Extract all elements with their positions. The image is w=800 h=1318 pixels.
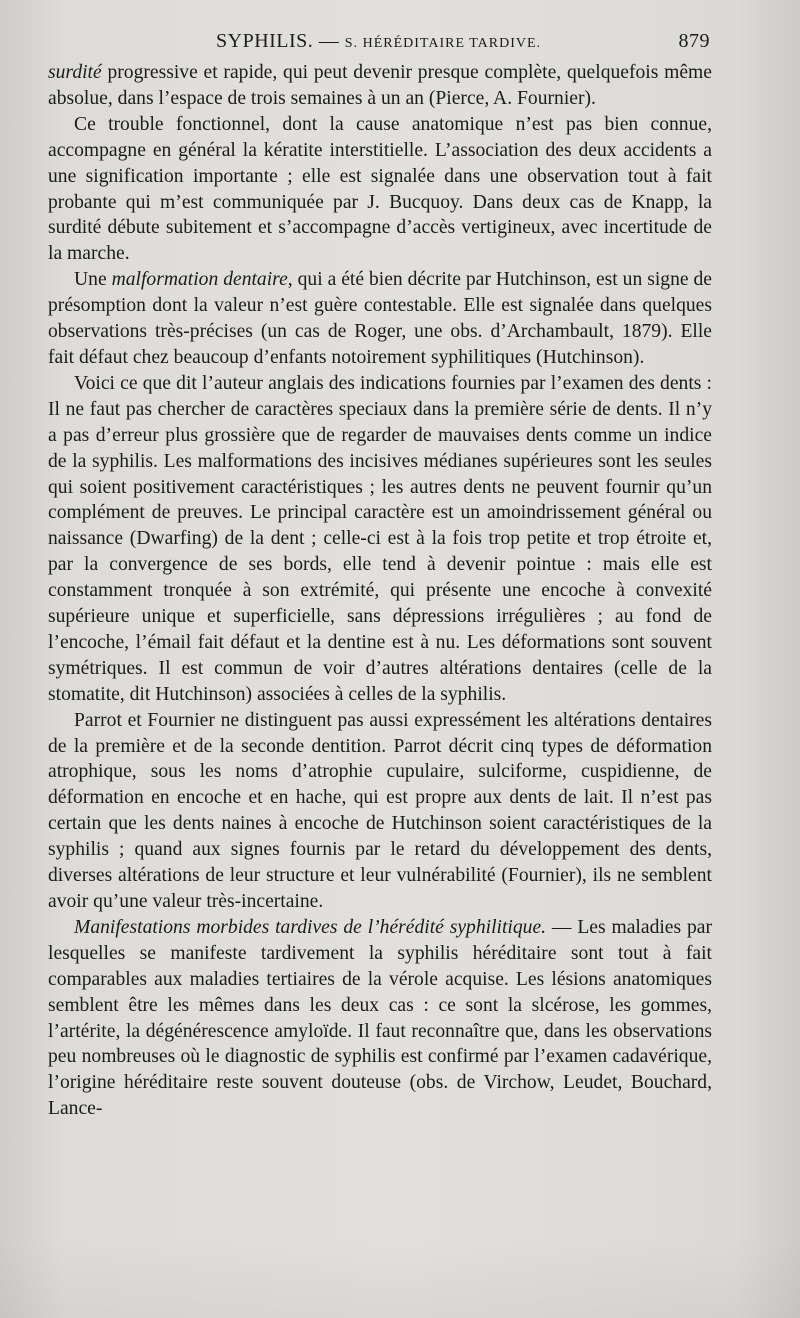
paragraph-5-text: Parrot et Fournier ne distinguent pas aussi expressément les altérations dentaires de la première et de la seconde dentition. Parrot décrit cinq types de déformation atrophique, sous les noms d’atrophie cupulaire, sulciforme, cuspidienne, de déformation en encoche et en hache, qui est propre aux dents de lait. Il n’est pas certain que les dents naines à encoche de Hutchinson soient caractéristiques de la syphilis ; quand aux signes fournis par le retard du développement des dents, diverses altérations de leur structure et leur vulnérabilité (Fournier), ils ne semblent avoir qu’une valeur très-incertaine. <box>48 709 712 912</box>
paragraph-1-italic: surdité <box>48 62 102 83</box>
paragraph-3-text: , qui a été bien décrite par Hutchinson, est un signe de présomption dont la valeur n’est guère contestable. Elle est signalée dans quelques observations très-précises (un cas de Roger, une obs. d’Archambault, 1879). Elle fait défaut chez beaucoup d’enfants notoirement syphilitiques (Hutchinson). <box>48 269 712 368</box>
body-text <box>48 60 712 1122</box>
running-title <box>216 30 541 53</box>
paragraph-2-text: Ce trouble fonctionnel, dont la cause anatomique n’est pas bien connue, accompagne en général la kératite interstitielle. L’association des deux accidents a une signification importante ; elle est signalée dans une observation tout à fait probante qui m’est communiquée par J. Bucquoy. Dans deux cas de Knapp, la surdité débute subitement et s’accompagne d’accès vertigineux, avec incertitude de la marche. <box>48 113 712 265</box>
page-bottom-margin <box>0 1238 800 1318</box>
running-title-section: S. HÉRÉDITAIRE TARDIVE. <box>344 36 542 51</box>
paragraph-5 <box>48 708 712 915</box>
paragraph-4 <box>48 371 712 708</box>
running-title-dash: — <box>313 30 345 52</box>
paragraph-4-text: Voici ce que dit l’auteur anglais des indications fournies par l’examen des dents : Il ne faut pas chercher de caractères speciaux dans la première série de dents. Il n’y a pas d’erreur plus grossière que de regarder de mauvaises dents comme un indice de la syphilis. Les malformations des incisives médianes supérieures sont les seules qui soient positivement caractéristiques ; les autres dents ne peuvent fournir qu’un complément de preuves. Le principal caractère est un amoindrissement général ou naissance (Dwarfing) de la dent ; celle-ci est à la fois trop petite et trop étroite et, par la convergence de ses bords, elle tend à devenir pointue : mais elle est constamment tronquée à son extrémité, qui présente une encoche à convexité supérieure unique et superficielle, sans dépressions irrégulières ; au fond de l’encoche, l’émail fait défaut et la dentine est à nu. Les déformations sont souvent symétriques. Il est commun de voir d’autres altérations dentaires (celle de la stomatite, dit Hutchinson) associées à celles de la syphilis. <box>48 372 712 705</box>
paragraph-3-prefix: Une <box>74 269 112 291</box>
running-title-main: SYPHILIS. <box>216 30 314 52</box>
paragraph-3-italic: malformation dentaire <box>111 269 288 291</box>
paragraph-6-italic: Manifestations morbides tardives de l’hérédité syphilitique. <box>74 916 547 938</box>
paragraph-1 <box>48 60 712 112</box>
paragraph-3 <box>48 267 712 371</box>
paragraph-6 <box>48 915 712 1122</box>
paragraph-6-text: — Les maladies par lesquelles se manifeste tardivement la syphilis héréditaire sont tout à fait comparables aux maladies tertiaires de la vérole acquise. Les lésions anatomiques semblent être les mêmes dans les deux cas : ce sont la slcérose, les gommes, l’artérite, la dégénérescence amyloïde. Il faut reconnaître que, dans les observations peu nombreuses où le diagnostic de syphilis est confirmé par l’examen cadavérique, l’origine héréditaire reste souvent douteuse (obs. de Virchow, Leudet, Bouchard, Lance- <box>48 916 712 1120</box>
paragraph-1-text: progressive et rapide, qui peut devenir presque complète, quelquefois même absolue, dans l’espace de trois semaines à un an (Pierce, A. Fournier). <box>48 62 712 109</box>
page-number: 879 <box>678 30 710 52</box>
paragraph-2 <box>48 112 712 267</box>
running-head <box>48 30 710 56</box>
